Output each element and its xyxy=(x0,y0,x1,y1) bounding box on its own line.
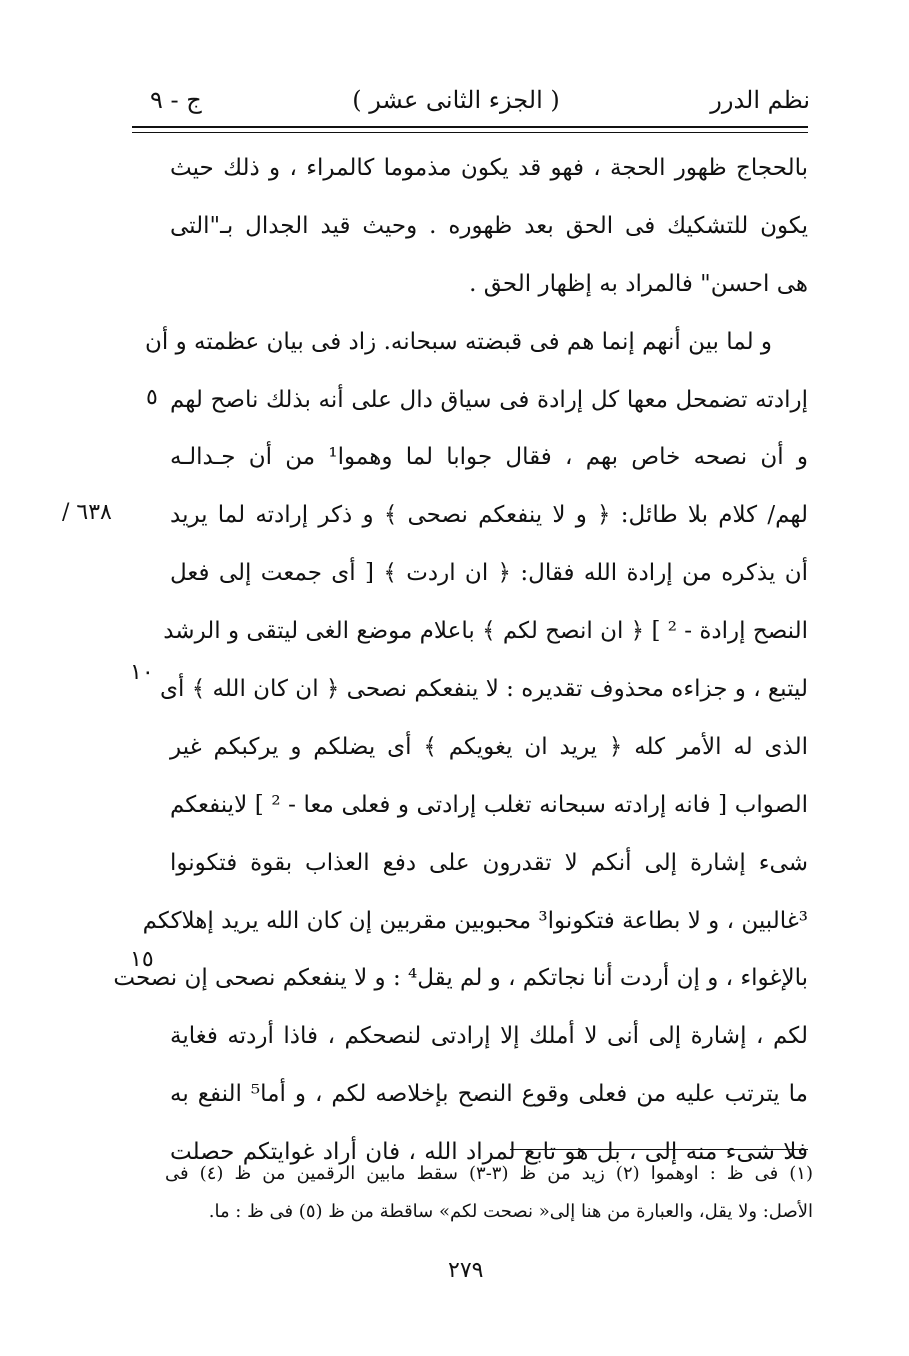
header-part-title: ( الجزء الثانی عشر ) xyxy=(352,86,560,114)
line-number-10: ١٠ xyxy=(130,660,154,685)
text-line: و أن نصحه خاص بهم ، فقال جوابا لما وهموا¹ من أن جـدالـه xyxy=(170,444,808,471)
footnote-line: (١) فى ظ : اوهموا (٢) زيد من ظ (٣-٣) سقط مابين الرقمين من ظ (٤) فى xyxy=(165,1163,813,1184)
footnote-rule xyxy=(510,1149,808,1150)
text-line: هى احسن" فالمراد به إظهار الحق . xyxy=(469,270,808,297)
text-line: بالحجاج ظهور الحجة ، فهو قد يكون مذموما كالمراء ، و ذلك حيث xyxy=(170,155,808,181)
running-header xyxy=(150,78,810,122)
line-number-5: ٥ xyxy=(146,385,158,410)
manuscript-folio-marker: / ٦٣٨ xyxy=(62,500,112,525)
text-line: أن يذكره من إرادة الله فقال: ﴿ ان اردت ﴾ [ أى جمعت إلى فعل xyxy=(170,560,808,587)
page-number: ٢٧٩ xyxy=(448,1258,484,1283)
text-line: فلا شىء منه إلى ، بل هو تابع لمراد الله ، فان أراد غوايتكم حصلت xyxy=(170,1139,808,1166)
header-rule-thin xyxy=(132,132,808,133)
text-line: إرادته تضمحل معها كل إرادة فى سياق دال على أنه بذلك ناصح لهم xyxy=(170,386,808,413)
text-line: ما يترتب عليه من فعلى وقوع النصح بإخلاصه لكم ، و أما⁵ النفع به xyxy=(170,1081,808,1108)
text-line: النصح إرادة - ² ] ﴿ ان انصح لكم ﴾ باعلام موضع الغى ليتقى و الرشد xyxy=(163,618,808,645)
text-line: يكون للتشكيك فى الحق بعد ظهوره . وحيث قيد الجدال بـ"التى xyxy=(170,212,808,239)
footnote-line: الأصل: ولا يقل، والعبارة من هنا إلى« نصحت لكم» ساقطة من ظ (٥) فى ظ : ما. xyxy=(208,1201,813,1222)
text-line: بالإغواء ، و إن أردت أنا نجاتكم ، و لم يقل⁴ : و لا ينفعكم نصحى إن نصحت xyxy=(113,965,808,992)
text-line: ³غالبين ، و لا بطاعة فتكونوا³ محبوبين مقربين إن كان الله يريد إهلاككم xyxy=(142,907,808,934)
header-book-title: نظم الدرر xyxy=(710,86,810,114)
line-number-15: ١٥ xyxy=(130,947,154,972)
text-line: لهم/ كلام بلا طائل: ﴿ و لا ينفعكم نصحى ﴾ و ذكر إرادته لما يريد xyxy=(170,502,808,529)
header-rule xyxy=(132,126,808,128)
text-line: الصواب [ فانه إرادته سبحانه تغلب إرادتى و فعلى معا - ² ] لاينفعكم xyxy=(170,791,808,818)
header-volume-number: ج - ٩ xyxy=(150,86,202,114)
footnotes xyxy=(165,1155,813,1231)
text-line: الذى له الأمر كله ﴿ يريد ان يغويكم ﴾ أى يضلكم و يركبكم غير xyxy=(170,733,808,760)
text-line: و لما بين أنهم إنما هم فى قبضته سبحانه. زاد فى بيان عظمته و أن xyxy=(145,328,772,355)
text-line: ليتبع ، و جزاءه محذوف تقديره : لا ينفعكم نصحى ﴿ ان كان الله ﴾ أى xyxy=(160,676,808,703)
text-line: شىء إشارة إلى أنكم لا تقدرون على دفع العذاب بقوة فتكونوا xyxy=(170,849,808,876)
text-line: لكم ، إشارة إلى أنى لا أملك إلا إرادتى لنصحكم ، فاذا أردته فغاية xyxy=(170,1023,808,1050)
